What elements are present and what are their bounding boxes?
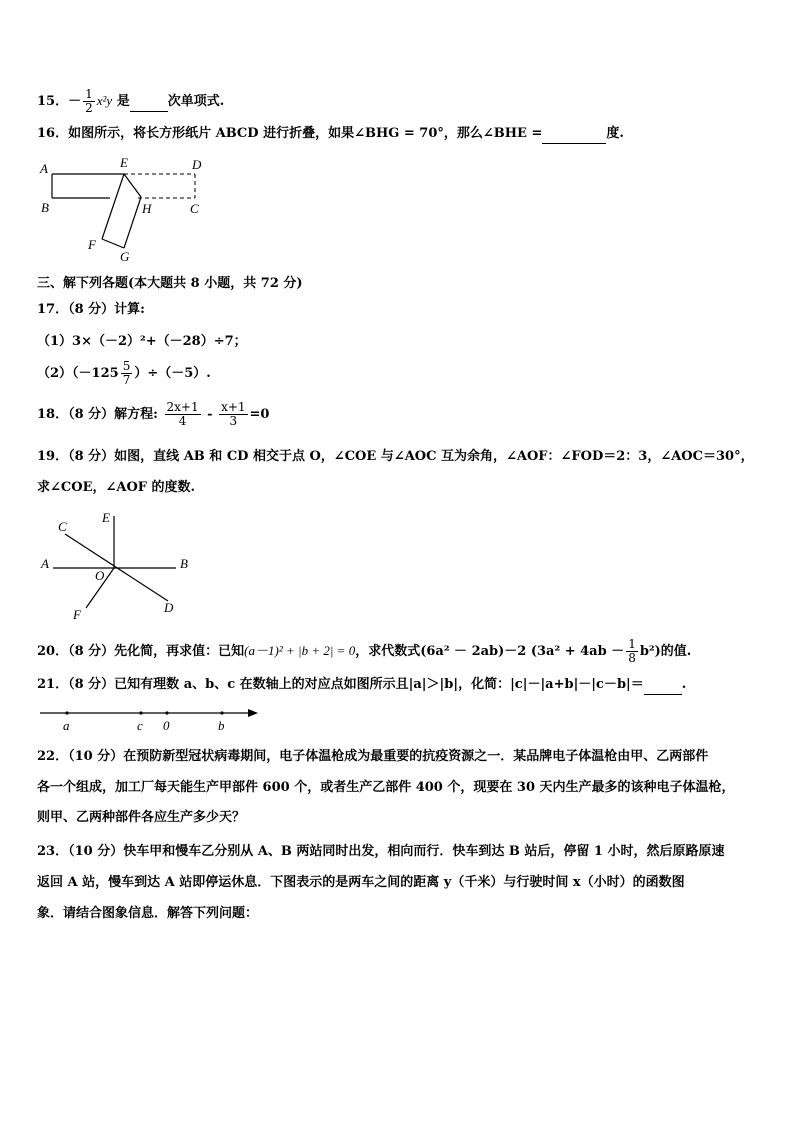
question-16: 16．如图所示，将长方形纸片 ABCD 进行折叠，如果∠BHG = 70°，那么∠BHE = 度.: [37, 125, 624, 144]
question-23-line1: 23．（10 分）快车甲和慢车乙分别从 A、B 两站同时出发，相向而行．快车到达 B 站后，停留 1 小时，然后原路原速: [37, 844, 725, 859]
label-C: C: [190, 201, 199, 216]
question-15: 15．－ $\frac{1}{2}$ x²y 是 次单项式.: [37, 87, 225, 115]
question-19-line1: 19．（8 分）如图，直线 AB 和 CD 相交于点 O，∠COE 与∠AOC 互为余角，∠AOF：∠FOD＝2：3，∠AOC＝30°，: [37, 449, 754, 464]
question-23-line3: 象．请结合图象信息．解答下列问题：: [37, 906, 259, 921]
label-D: D: [192, 157, 202, 172]
label-D: D: [164, 600, 174, 615]
label-E: E: [120, 155, 128, 170]
number-line: [36, 703, 266, 733]
question-17-part2: （2）（－125 $\frac{5}{7}$ ）÷（－5）.: [37, 359, 211, 387]
question-17: 17．（8 分）计算:: [37, 302, 145, 317]
fraction-eighth: $\frac{1}{8}$: [628, 637, 636, 665]
question-22-line2: 各一个组成，加工厂每天能生产甲部件 600 个，或者生产乙部件 400 个，现要在 30 天内生产最多的该种电子体温枪，: [37, 780, 735, 795]
fraction: $\frac{5}{7}$: [122, 359, 131, 387]
point-zero: 0: [163, 718, 170, 733]
point-c: c: [137, 718, 143, 733]
fraction-1: $\frac{2x+1}{4}$: [166, 400, 199, 428]
label-E: E: [102, 510, 110, 525]
question-19-line2: 求∠COE，∠AOF 的度数.: [37, 480, 196, 495]
question-20: 20．（8 分）先化简，再求值：已知(a－1)² + |b + 2| = 0，求代数式(6a² － 2ab)－2 (3a² + 4ab － $\frac{1}{8}$ b²)的值.: [37, 637, 692, 665]
section-heading: 三、解下列各题(本大题共 8 小题，共 72 分): [37, 276, 303, 291]
question-23-line2: 返回 A 站，慢车到达 A 站即停运休息．下图表示的是两车之间的距离 y（千米）与行驶时间 x（小时）的函数图: [37, 875, 685, 890]
answer-blank: [130, 93, 168, 112]
monomial: x²y: [96, 93, 113, 108]
point-b: b: [218, 718, 225, 733]
label-A: A: [40, 161, 48, 176]
answer-blank: [542, 125, 606, 144]
point-a: a: [63, 718, 70, 733]
question-17-part1: （1）3×（－2）²+（－28）÷7；: [37, 334, 247, 349]
question-21: 21．（8 分）已知有理数 a、b、c 在数轴上的对应点如图所示且|a|＞|b|，化简：|c|－|a+b|－|c－b|＝ .: [37, 676, 686, 695]
label-A: A: [41, 556, 49, 571]
question-22-line3: 则甲、乙两种部件各应生产多少天？: [37, 810, 246, 825]
label-C: C: [58, 519, 67, 534]
condition: (a－1)² + |b + 2| = 0: [244, 643, 356, 658]
label-G: G: [120, 249, 130, 264]
question-18: 18．（8 分）解方程: $\frac{2x+1}{4}$ - $\frac{x+1}{3}$ =0: [37, 400, 270, 428]
question-22-line1: 22．（10 分）在预防新型冠状病毒期间，电子体温枪成为最重要的抗疫资源之一．某品牌电子体温枪由甲、乙两部件: [37, 749, 709, 764]
figure-rectangle-fold: [30, 152, 220, 264]
label-H: H: [142, 201, 152, 216]
label-B: B: [41, 200, 49, 215]
fraction-half: $\frac{1}{2}$: [85, 87, 93, 115]
figure-intersecting-lines: [38, 508, 198, 623]
label-F: F: [73, 607, 81, 622]
label-B: B: [180, 556, 188, 571]
label-F: F: [88, 237, 96, 252]
answer-blank: [644, 676, 682, 695]
fraction-2: $\frac{x+1}{3}$: [221, 400, 246, 428]
label-O: O: [95, 568, 105, 583]
